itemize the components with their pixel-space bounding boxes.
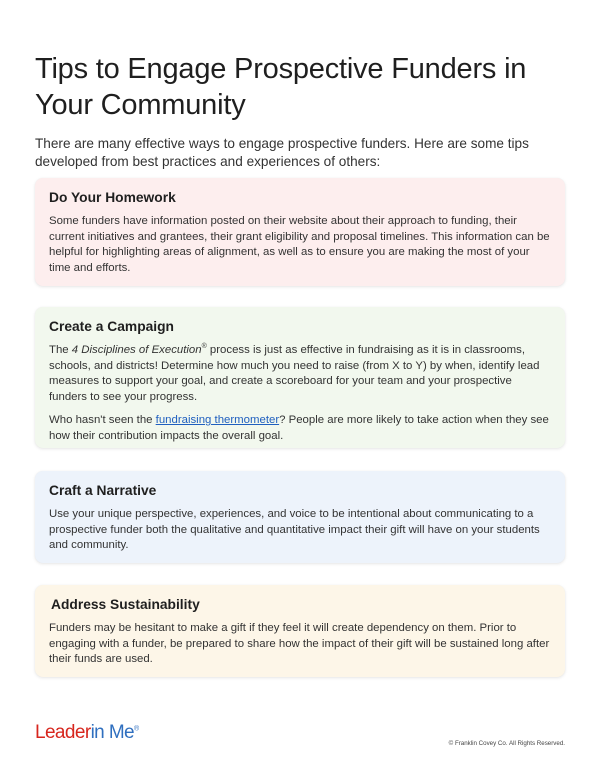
fundraising-thermometer-link[interactable]: fundraising thermometer [155, 414, 280, 427]
card-heading: Do Your Homework [49, 190, 176, 205]
copyright-notice: © Franklin Covey Co. All Rights Reserved. [448, 740, 565, 747]
card-address-sustainability [35, 585, 565, 677]
card-heading: Create a Campaign [49, 319, 174, 334]
text-segment: process is just as effective in fundraising as it is in classrooms, schools, and districts! Determine how much you need to raise (from X to Y) by when, identify lead measures to support your goal, and create a scoreboard for your team and your prospective funders to see your progress. [49, 344, 540, 403]
logo-leader-text: Leader [35, 722, 91, 743]
card-heading: Address Sustainability [51, 597, 200, 612]
logo-registered-mark: ® [134, 725, 139, 733]
logo-in-me-text: in Me [90, 722, 135, 743]
text-segment: ? People are more likely to take action when they see how their contribution impacts the overall goal. [49, 414, 549, 442]
card-do-your-homework [35, 178, 565, 286]
page-title: Tips to Engage Prospective Funders in Your Community [35, 53, 527, 122]
card-create-a-campaign [35, 307, 565, 448]
card-body: Use your unique perspective, experiences, and voice to be intentional about communicating to a prospective funder both the qualitative and quantitative impact their gift will have on your students and community. [49, 508, 540, 552]
card-craft-a-narrative [35, 471, 565, 563]
registered-mark: ® [201, 343, 207, 351]
leader-in-me-logo [35, 722, 139, 744]
intro-text: There are many effective ways to engage prospective funders. Here are some tips developed from best practices and experiences of others: [35, 135, 529, 169]
book-title: 4 Disciplines of Execution [71, 344, 202, 356]
card-body: Funders may be hesitant to make a gift if they feel it will create dependency on them. Prior to engaging with a funder, be prepared to share how the impact of their gift will be sustained long after their funds are used. [49, 622, 550, 666]
text-segment: Who hasn't seen the [49, 414, 156, 427]
card-body-paragraph-2 [49, 413, 551, 444]
text-segment: The [49, 344, 72, 356]
card-body-paragraph-1 [49, 343, 551, 405]
card-heading: Craft a Narrative [49, 483, 157, 498]
card-body: Some funders have information posted on their website about their approach to funding, their current initiatives and grantees, their grant eligibility and proposal timelines. This information can be helpful for highlighting areas of alignment, as well as to ensure you are making the most of your time and efforts. [49, 215, 550, 274]
